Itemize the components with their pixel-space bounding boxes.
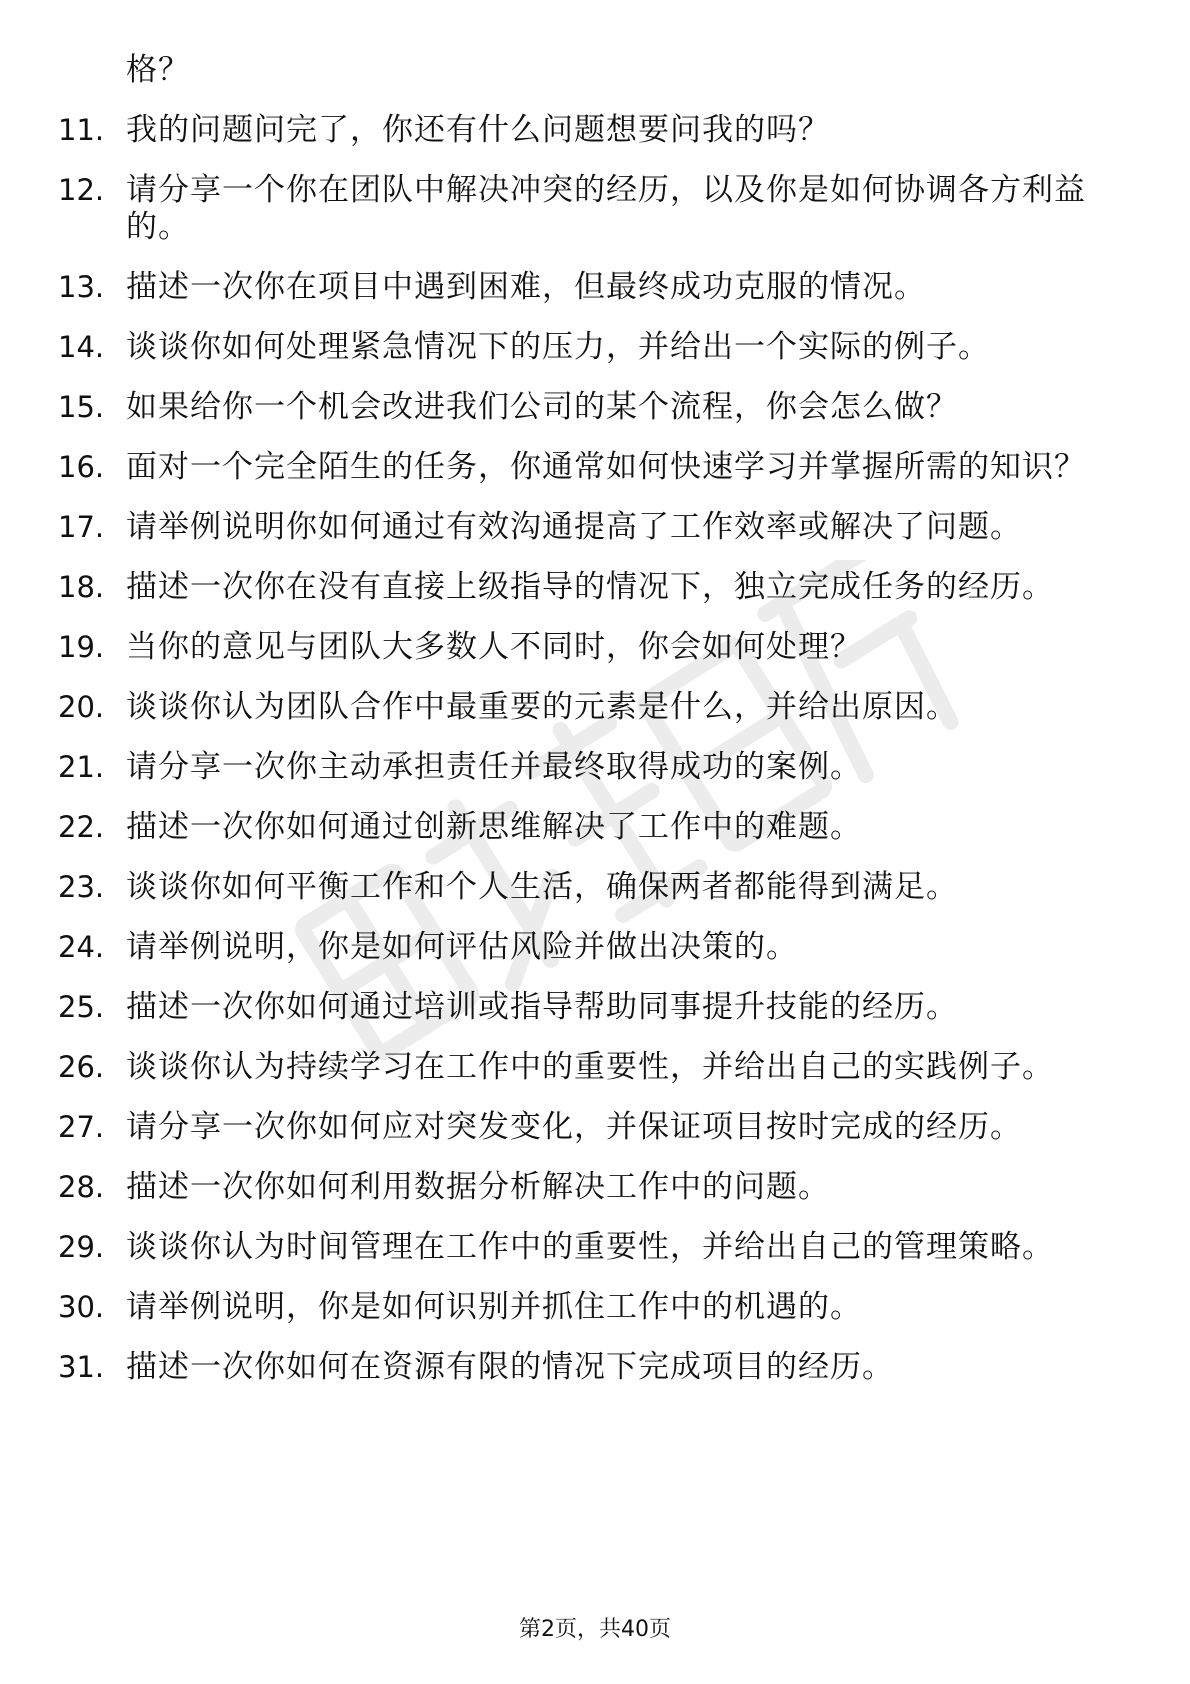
- question-text: 描述一次你如何利用数据分析解决工作中的问题。: [126, 1169, 830, 1205]
- question-number: 29.: [58, 1230, 105, 1264]
- question-text: 描述一次你如何通过培训或指导帮助同事提升技能的经历。: [126, 989, 958, 1025]
- question-text: 请分享一次你如何应对突发变化，并保证项目按时完成的经历。: [126, 1109, 1022, 1145]
- list-item: [0, 629, 1190, 666]
- list-item: [0, 929, 1190, 966]
- question-number: 12.: [58, 173, 105, 207]
- page-footer: 第2页，共40页: [519, 1617, 671, 1642]
- continuation-text: 格？: [126, 52, 190, 88]
- question-number: 17.: [58, 510, 105, 544]
- question-text: 谈谈你认为团队合作中最重要的元素是什么，并给出原因。: [126, 689, 958, 725]
- list-item: [0, 569, 1190, 606]
- question-number: 23.: [58, 870, 105, 904]
- question-number: 16.: [58, 450, 105, 484]
- question-number: 19.: [58, 630, 105, 664]
- question-number: 28.: [58, 1170, 105, 1204]
- list-item: [0, 389, 1190, 426]
- question-text: 描述一次你在项目中遇到困难，但最终成功克服的情况。: [126, 269, 926, 305]
- question-text: 请分享一次你主动承担责任并最终取得成功的案例。: [126, 749, 862, 785]
- question-text: 面对一个完全陌生的任务，你通常如何快速学习并掌握所需的知识？: [126, 449, 1086, 485]
- question-number: 13.: [58, 270, 105, 304]
- question-text: 描述一次你在没有直接上级指导的情况下，独立完成任务的经历。: [126, 569, 1054, 605]
- list-item: [0, 112, 1190, 149]
- list-item: [0, 689, 1190, 726]
- list-item: [0, 1049, 1190, 1086]
- question-number: 15.: [58, 390, 105, 424]
- question-number: 14.: [58, 330, 105, 364]
- list-item: [0, 1289, 1190, 1326]
- list-item: [0, 1169, 1190, 1206]
- question-text: 请举例说明，你是如何识别并抓住工作中的机遇的。: [126, 1289, 862, 1325]
- list-item: [0, 989, 1190, 1026]
- question-text: 谈谈你认为时间管理在工作中的重要性，并给出自己的管理策略。: [126, 1229, 1054, 1265]
- list-item: [0, 172, 1190, 246]
- question-text: 如果给你一个机会改进我们公司的某个流程，你会怎么做？: [126, 389, 958, 425]
- list-item: [0, 449, 1190, 486]
- list-item: [0, 809, 1190, 846]
- question-number: 27.: [58, 1110, 105, 1144]
- question-text: 描述一次你如何在资源有限的情况下完成项目的经历。: [126, 1349, 894, 1385]
- list-item: [0, 1229, 1190, 1266]
- question-number: 11.: [58, 113, 105, 147]
- question-text: 请举例说明，你是如何评估风险并做出决策的。: [126, 929, 798, 965]
- question-text: 当你的意见与团队大多数人不同时，你会如何处理？: [126, 629, 862, 665]
- question-number: 25.: [58, 990, 105, 1024]
- question-number: 31.: [58, 1350, 105, 1384]
- list-item: [0, 1109, 1190, 1146]
- list-item: [0, 509, 1190, 546]
- question-text: 我的问题问完了，你还有什么问题想要问我的吗？: [126, 112, 830, 148]
- question-number: 24.: [58, 930, 105, 964]
- question-list: [0, 52, 1190, 1409]
- question-text: 请分享一个你在团队中解决冲突的经历，以及你是如何协调各方利益的。: [126, 172, 1086, 245]
- question-text: 谈谈你如何平衡工作和个人生活，确保两者都能得到满足。: [126, 869, 958, 905]
- question-number: 20.: [58, 690, 105, 724]
- question-number: 22.: [58, 810, 105, 844]
- question-number: 21.: [58, 750, 105, 784]
- question-number: 26.: [58, 1050, 105, 1084]
- list-item: [0, 1349, 1190, 1386]
- question-text: 描述一次你如何通过创新思维解决了工作中的难题。: [126, 809, 862, 845]
- list-item: [0, 269, 1190, 306]
- question-text: 谈谈你如何处理紧急情况下的压力，并给出一个实际的例子。: [126, 329, 990, 365]
- list-item: [0, 329, 1190, 366]
- question-text: 谈谈你认为持续学习在工作中的重要性，并给出自己的实践例子。: [126, 1049, 1054, 1085]
- question-number: 18.: [58, 570, 105, 604]
- list-item: [0, 52, 1190, 89]
- list-item: [0, 869, 1190, 906]
- question-text: 请举例说明你如何通过有效沟通提高了工作效率或解决了问题。: [126, 509, 1022, 545]
- question-number: 30.: [58, 1290, 105, 1324]
- list-item: [0, 749, 1190, 786]
